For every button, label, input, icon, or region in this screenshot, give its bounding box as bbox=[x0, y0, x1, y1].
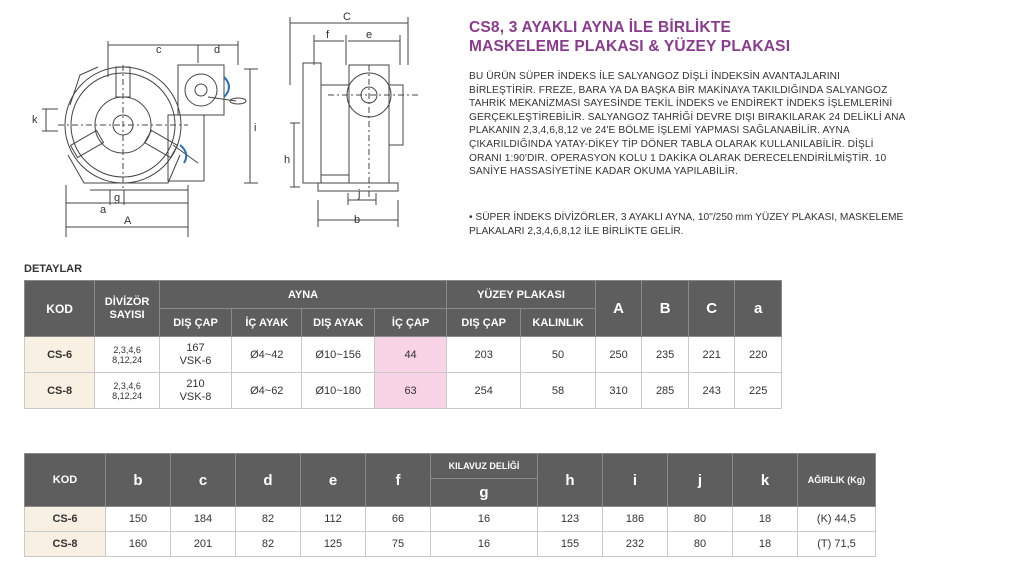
cell-c: 201 bbox=[171, 532, 236, 557]
label-g: g bbox=[114, 192, 121, 204]
th-ic-ayak: İÇ AYAK bbox=[232, 309, 302, 337]
cell-dis-cap bbox=[159, 337, 231, 373]
cell-kod: CS-8 bbox=[25, 532, 106, 557]
cell-g: 16 bbox=[431, 507, 538, 532]
product-description: BU ÜRÜN SÜPER İNDEKS İLE SALYANGOZ DİŞLİ İNDEKSİN AVANTAJLARINI BİRLEŞTİRİR. FREZE, BARA YA DA BAŞKA BİR MAKİNAYA TAKILDIĞINDA SALYANGOZ TAHRİK MEKANİZMASI SAYESİNDE TEKİL İNDEKS ve ENDİREKT İNDEKS İŞLEMLERİNİ GERÇEKLEŞTİREBİLİR. SALYANGOZ TAHRİĞİ DEVRE DIŞI BIRAKILARAK 24 DELİKLİ ANA PLAKANIN 2,3,4,6,8,12 ve 24'E BÖLME İŞLEMİ YAPMASI SAĞLANABİLİR. AYNA ÇIKARILDIĞINDA YATAY-DİKEY TİP DÖNER TABLA OLARAK KULLANILABİLİR. DİŞLİ ORANI 1:90'DIR. OPERASYON KOLU 1 DAKİKA OLARAK DERECELENDİRİLMİŞTİR. 10 SANİYE HASSASİYETİNE KADAR OKUMA YAPILABİLİR. bbox=[469, 71, 905, 178]
label-a: a bbox=[100, 204, 107, 216]
label-c: c bbox=[156, 44, 162, 56]
dis-cap-line-1: 210 bbox=[186, 377, 205, 390]
dis-cap-line-1: 167 bbox=[186, 341, 205, 354]
cell-dis-ayak: Ø10~156 bbox=[302, 337, 375, 373]
cell-i: 186 bbox=[603, 507, 668, 532]
cell-ic-ayak: Ø4~62 bbox=[232, 373, 302, 409]
cell-h: 155 bbox=[538, 532, 603, 557]
cell-divizor bbox=[95, 373, 160, 409]
label-C: C bbox=[343, 11, 351, 23]
title-line-1: CS8, 3 AYAKLI AYNA İLE BİRLİKTE bbox=[469, 19, 732, 36]
cell-a: 225 bbox=[735, 373, 782, 409]
table-row bbox=[25, 373, 782, 409]
cell-k: 18 bbox=[733, 507, 798, 532]
cell-dis-ayak: Ø10~180 bbox=[302, 373, 375, 409]
th-yuzey: YÜZEY PLAKASI bbox=[447, 281, 596, 309]
label-k: k bbox=[32, 114, 38, 126]
th-i: i bbox=[603, 454, 668, 507]
cell-f: 66 bbox=[366, 507, 431, 532]
th-kalinlik: KALINLIK bbox=[521, 309, 596, 337]
side-view-drawing bbox=[290, 17, 418, 227]
th-h: h bbox=[538, 454, 603, 507]
th-ic-cap: İÇ ÇAP bbox=[374, 309, 446, 337]
th-j: j bbox=[668, 454, 733, 507]
cell-g: 16 bbox=[431, 532, 538, 557]
cell-j: 80 bbox=[668, 532, 733, 557]
th-divizor: DİVİZÖR SAYISI bbox=[95, 281, 160, 337]
th-dis-ayak: DIŞ AYAK bbox=[302, 309, 375, 337]
label-A: A bbox=[124, 215, 132, 227]
cell-d: 82 bbox=[236, 507, 301, 532]
th-f: f bbox=[366, 454, 431, 507]
th-ayna: AYNA bbox=[159, 281, 446, 309]
divizor-line-1: 2,3,4,6 bbox=[113, 344, 141, 355]
cell-B: 285 bbox=[642, 373, 689, 409]
cell-agirlik: (K) 44,5 bbox=[798, 507, 876, 532]
cell-b: 160 bbox=[106, 532, 171, 557]
cell-divizor bbox=[95, 337, 160, 373]
cell-c: 184 bbox=[171, 507, 236, 532]
th-c: c bbox=[171, 454, 236, 507]
th-B: B bbox=[642, 281, 689, 337]
cell-ic-cap: 63 bbox=[374, 373, 446, 409]
label-e: e bbox=[366, 29, 373, 41]
cell-kod: CS-6 bbox=[25, 507, 106, 532]
th-b: b bbox=[106, 454, 171, 507]
th-e: e bbox=[301, 454, 366, 507]
section-title: DETAYLAR bbox=[24, 263, 83, 275]
th-yp-dis-cap: DIŞ ÇAP bbox=[447, 309, 521, 337]
cell-e: 125 bbox=[301, 532, 366, 557]
cell-kod: CS-8 bbox=[25, 373, 95, 409]
cell-C: 221 bbox=[688, 337, 735, 373]
th-k: k bbox=[733, 454, 798, 507]
cell-kalinlik: 58 bbox=[521, 373, 596, 409]
dis-cap-line-2: VSK-6 bbox=[179, 354, 212, 367]
divizor-line-1: 2,3,4,6 bbox=[113, 380, 141, 391]
cell-C: 243 bbox=[688, 373, 735, 409]
cell-ic-ayak: Ø4~42 bbox=[232, 337, 302, 373]
cell-kod: CS-6 bbox=[25, 337, 95, 373]
table-row bbox=[25, 532, 876, 557]
cell-h: 123 bbox=[538, 507, 603, 532]
product-title bbox=[469, 18, 989, 56]
cell-k: 18 bbox=[733, 532, 798, 557]
details-table-2 bbox=[24, 453, 876, 557]
cell-kalinlik: 50 bbox=[521, 337, 596, 373]
cell-yp-dis-cap: 254 bbox=[447, 373, 521, 409]
th-g: g bbox=[431, 479, 538, 507]
th-agirlik: AĞIRLIK (Kg) bbox=[798, 454, 876, 507]
cell-yp-dis-cap: 203 bbox=[447, 337, 521, 373]
cell-e: 112 bbox=[301, 507, 366, 532]
th-kod: KOD bbox=[25, 454, 106, 507]
dis-cap-line-2: VSK-8 bbox=[179, 390, 212, 403]
cell-b: 150 bbox=[106, 507, 171, 532]
table-row bbox=[25, 337, 782, 373]
details-table-1 bbox=[24, 280, 782, 409]
cell-i: 232 bbox=[603, 532, 668, 557]
th-d: d bbox=[236, 454, 301, 507]
cell-agirlik: (T) 71,5 bbox=[798, 532, 876, 557]
th-a: a bbox=[735, 281, 782, 337]
cell-a: 220 bbox=[735, 337, 782, 373]
label-f: f bbox=[326, 29, 330, 41]
cell-ic-cap: 44 bbox=[374, 337, 446, 373]
th-kod: KOD bbox=[25, 281, 95, 337]
th-C: C bbox=[688, 281, 735, 337]
technical-drawing bbox=[28, 5, 448, 237]
label-d: d bbox=[214, 44, 221, 56]
divizor-line-2: 8,12,24 bbox=[112, 390, 143, 401]
cell-B: 235 bbox=[642, 337, 689, 373]
table-row bbox=[25, 507, 876, 532]
front-view-drawing bbox=[42, 41, 258, 237]
cell-A: 310 bbox=[595, 373, 642, 409]
cell-f: 75 bbox=[366, 532, 431, 557]
th-kilavuz: KILAVUZ DELİĞİ bbox=[431, 454, 538, 479]
title-line-2: MASKELEME PLAKASI & YÜZEY PLAKASI bbox=[469, 38, 791, 55]
th-A: A bbox=[595, 281, 642, 337]
label-b: b bbox=[354, 214, 361, 226]
cell-dis-cap bbox=[159, 373, 231, 409]
cell-A: 250 bbox=[595, 337, 642, 373]
label-h: h bbox=[284, 154, 291, 166]
th-dis-cap: DIŞ ÇAP bbox=[159, 309, 231, 337]
cell-d: 82 bbox=[236, 532, 301, 557]
label-i: i bbox=[254, 122, 257, 134]
divizor-line-2: 8,12,24 bbox=[112, 354, 143, 365]
included-items-note: • SÜPER İNDEKS DİVİZÖRLER, 3 AYAKLI AYNA, 10"/250 mm YÜZEY PLAKASI, MASKELEME PLAKALARI 2,3,4,6,8,12 İLE BİRLİKTE GELİR. bbox=[469, 212, 904, 237]
cell-j: 80 bbox=[668, 507, 733, 532]
label-j: j bbox=[358, 188, 361, 200]
